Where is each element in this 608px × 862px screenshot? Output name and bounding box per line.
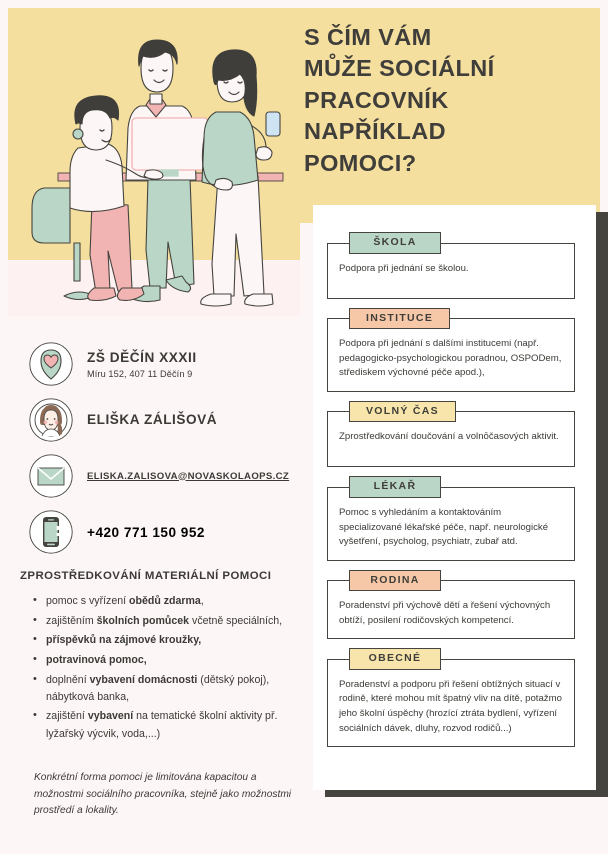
plain-text: zajištění <box>46 710 88 723</box>
poster-headline <box>304 22 594 179</box>
disclaimer-note: Konkrétní forma pomoci je limitována kapacitou a možnostmi sociálního pracovníka, stejně jako možnostmi prostředí a lokality. <box>34 772 292 817</box>
person-avatar-icon <box>28 397 74 443</box>
service-cards-list <box>327 232 575 756</box>
service-card <box>327 570 575 640</box>
service-card <box>327 401 575 468</box>
email-link[interactable]: ELISKA.ZALISOVA@NOVASKOLAOPS.CZ <box>87 470 290 482</box>
material-help-list <box>20 593 302 743</box>
service-card-body <box>327 659 575 747</box>
service-card <box>327 232 575 299</box>
service-card <box>327 476 575 560</box>
plain-text: pomoc s vyřízení <box>46 595 130 607</box>
service-card <box>327 308 575 392</box>
contact-block <box>28 336 308 560</box>
plain-text: (dětský pokoj), nábytková banka, <box>46 673 270 703</box>
headline-line: PRACOVNÍK <box>304 86 449 113</box>
service-card-text: Pomoc s vyhledáním a kontaktováním specializované lékařské péče, např. neurologické vyšetření, psycholog, psychiatr, zubař atd. <box>339 506 549 548</box>
service-card-text: Podpora při jednání s dalšími institucemi (např. pedagogicko-psychologickou poradnou, OSPODem, střediskem výchovné péče apod.), <box>339 338 562 379</box>
service-card-label: LÉKAŘ <box>349 476 441 498</box>
contact-row-email[interactable] <box>28 448 308 504</box>
contact-row-school <box>28 336 308 392</box>
contact-row-person <box>28 392 308 448</box>
phone-number[interactable]: +420 771 150 952 <box>87 524 205 540</box>
material-help-section <box>20 570 302 745</box>
office-team-illustration <box>8 8 300 316</box>
emphasis-text: vybavení <box>87 710 134 723</box>
emphasis-text: příspěvků na zájmové kroužky, <box>46 634 202 647</box>
service-card-body <box>327 318 575 392</box>
bottom-strip <box>0 854 608 862</box>
headline-line: POMOCI? <box>304 149 417 176</box>
location-pin-heart-icon <box>28 341 74 387</box>
school-name: ZŠ DĚČÍN XXXII <box>87 350 197 365</box>
contact-school-text <box>87 349 197 379</box>
contact-person-text <box>87 411 217 429</box>
service-card-label: ŠKOLA <box>349 232 441 254</box>
material-help-item <box>46 652 302 669</box>
envelope-icon <box>28 453 74 499</box>
service-card-body <box>327 487 575 561</box>
mobile-phone-icon <box>28 509 74 555</box>
school-address: Míru 152, 407 11 Děčín 9 <box>87 369 193 379</box>
material-help-item <box>46 632 302 649</box>
service-card-text: Poradenství při výchově dětí a řešení výchovných obtíží, posilení rodičovských kompetencí. <box>339 600 551 626</box>
emphasis-text: vybavení domácnosti <box>89 673 198 686</box>
service-card-label: VOLNÝ ČAS <box>349 401 456 423</box>
service-card-text: Zprostředkování doučování a volnōčasových aktivit. <box>339 431 559 443</box>
service-card-text: Poradenství a podporu při řešení obtížných situací v rodině, které mohou mít špatný vliv na dítě, potažmo jeho školní úspěchy (hrozící ztráta bydlení, vyřízení sociálních dávek, dluhy, rozvod rodičů...) <box>339 678 562 734</box>
plain-text: včetně speciálních, <box>189 614 283 627</box>
material-help-item <box>46 708 302 742</box>
headline-line: MŮŽE SOCIÁLNÍ <box>304 55 495 82</box>
headline-line: S ČÍM VÁM <box>304 24 432 50</box>
headline-line: NAPŘÍKLAD <box>304 118 446 145</box>
contact-row-phone[interactable] <box>28 504 308 560</box>
service-card <box>327 648 575 747</box>
plain-text: doplnění <box>46 673 90 686</box>
plain-text: zajištěním <box>46 614 97 627</box>
service-card-label: RODINA <box>349 570 441 592</box>
emphasis-text: potravinová pomoc, <box>46 653 147 666</box>
service-card-label: INSTITUCE <box>349 308 450 330</box>
service-card-label: OBECNÉ <box>349 648 441 670</box>
material-help-item <box>46 672 302 706</box>
material-help-item <box>46 613 302 630</box>
material-help-heading: ZPROSTŘEDKOVÁNÍ MATERIÁLNÍ POMOCI <box>20 570 272 582</box>
plain-text: na tematické školní aktivity př. lyžařský výcvik, voda,...) <box>46 710 278 740</box>
person-name: ELIŠKA ZÁLIŠOVÁ <box>87 412 218 427</box>
material-help-item <box>46 593 302 610</box>
plain-text: , <box>200 595 204 607</box>
emphasis-text: obědů zdarma <box>129 595 201 607</box>
emphasis-text: školních pomůcek <box>96 614 190 627</box>
service-card-text: Podpora při jednání se školou. <box>339 262 469 274</box>
